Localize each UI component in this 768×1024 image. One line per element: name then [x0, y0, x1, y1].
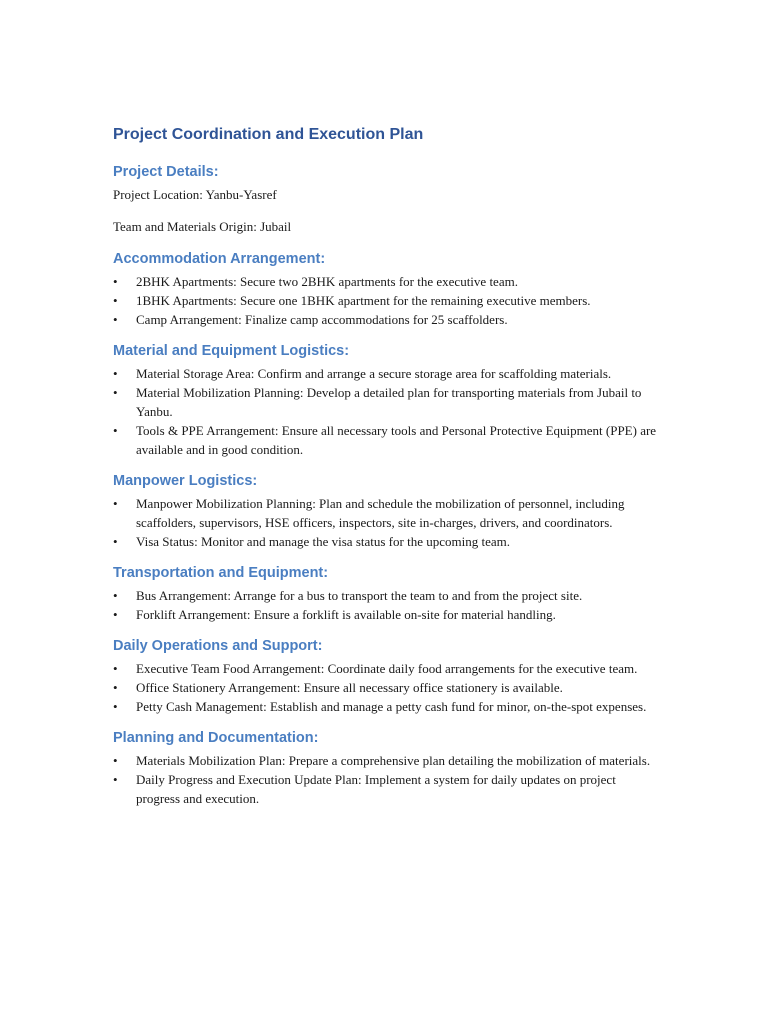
bullet-list — [113, 272, 661, 329]
bullet-icon: • — [113, 293, 118, 308]
bullet-list — [113, 751, 661, 808]
list-item-text: Material Mobilization Planning: Develop a detailed plan for transporting materials from Jubail to Yanbu. — [136, 385, 642, 419]
list-item-text: Daily Progress and Execution Update Plan: Implement a system for daily updates on project progress and execution. — [136, 772, 616, 806]
list-item — [113, 421, 661, 459]
list-item — [113, 678, 661, 697]
list-item — [113, 586, 661, 605]
list-item — [113, 659, 661, 678]
bullet-list — [113, 494, 661, 551]
list-item — [113, 751, 661, 770]
list-item-text: Visa Status: Monitor and manage the visa status for the upcoming team. — [136, 534, 510, 549]
bullet-icon: • — [113, 772, 118, 787]
section-material-logistics — [113, 341, 661, 459]
list-item — [113, 383, 661, 421]
bullet-icon: • — [113, 423, 118, 438]
list-item — [113, 364, 661, 383]
document-body — [113, 124, 661, 820]
section-heading: Manpower Logistics: — [113, 473, 258, 489]
list-item — [113, 494, 661, 532]
list-item — [113, 291, 661, 310]
section-daily-operations — [113, 636, 661, 716]
section-heading: Material and Equipment Logistics: — [113, 343, 350, 359]
section-heading: Project Details: — [113, 164, 219, 180]
bullet-icon: • — [113, 680, 118, 695]
list-item — [113, 697, 661, 716]
section-transportation — [113, 563, 661, 624]
bullet-icon: • — [113, 366, 118, 381]
paragraph: Project Location: Yanbu-Yasref — [113, 187, 277, 202]
section-accommodation — [113, 249, 661, 329]
list-item-text: Executive Team Food Arrangement: Coordinate daily food arrangements for the executive team. — [136, 661, 638, 676]
list-item-text: Materials Mobilization Plan: Prepare a comprehensive plan detailing the mobilization of materials. — [136, 753, 651, 768]
section-heading: Daily Operations and Support: — [113, 638, 323, 654]
list-item-text: 2BHK Apartments: Secure two 2BHK apartments for the executive team. — [136, 274, 518, 289]
list-item-text: Tools & PPE Arrangement: Ensure all necessary tools and Personal Protective Equipment (PPE) are available and in good condition. — [136, 423, 657, 457]
list-item — [113, 310, 661, 329]
bullet-icon: • — [113, 385, 118, 400]
list-item — [113, 532, 661, 551]
bullet-icon: • — [113, 274, 118, 289]
bullet-icon: • — [113, 588, 118, 603]
bullet-list — [113, 586, 661, 624]
paragraph: Team and Materials Origin: Jubail — [113, 219, 292, 234]
bullet-icon: • — [113, 753, 118, 768]
list-item — [113, 272, 661, 291]
section-manpower-logistics — [113, 471, 661, 551]
document-title: Project Coordination and Execution Plan — [113, 126, 424, 143]
list-item-text: Forklift Arrangement: Ensure a forklift is available on-site for material handling. — [136, 607, 556, 622]
section-heading: Transportation and Equipment: — [113, 565, 329, 581]
bullet-icon: • — [113, 699, 118, 714]
list-item-text: 1BHK Apartments: Secure one 1BHK apartment for the remaining executive members. — [136, 293, 591, 308]
bullet-icon: • — [113, 496, 118, 511]
list-item-text: Petty Cash Management: Establish and manage a petty cash fund for minor, on-the-spot expenses. — [136, 699, 647, 714]
bullet-icon: • — [113, 661, 118, 676]
list-item-text: Bus Arrangement: Arrange for a bus to transport the team to and from the project site. — [136, 588, 583, 603]
section-project-details — [113, 162, 661, 236]
bullet-list — [113, 364, 661, 459]
list-item-text: Office Stationery Arrangement: Ensure all necessary office stationery is available. — [136, 680, 563, 695]
list-item — [113, 770, 661, 808]
section-heading: Accommodation Arrangement: — [113, 251, 326, 267]
list-item-text: Camp Arrangement: Finalize camp accommodations for 25 scaffolders. — [136, 312, 508, 327]
section-heading: Planning and Documentation: — [113, 730, 319, 746]
bullet-list — [113, 659, 661, 716]
list-item-text: Material Storage Area: Confirm and arrange a secure storage area for scaffolding materials. — [136, 366, 612, 381]
bullet-icon: • — [113, 312, 118, 327]
section-planning-documentation — [113, 728, 661, 808]
bullet-icon: • — [113, 534, 118, 549]
list-item-text: Manpower Mobilization Planning: Plan and schedule the mobilization of personnel, including scaffolders, supervisors, HSE officers, inspectors, site in-charges, drivers, and coordinators. — [136, 496, 625, 530]
list-item — [113, 605, 661, 624]
bullet-icon: • — [113, 607, 118, 622]
